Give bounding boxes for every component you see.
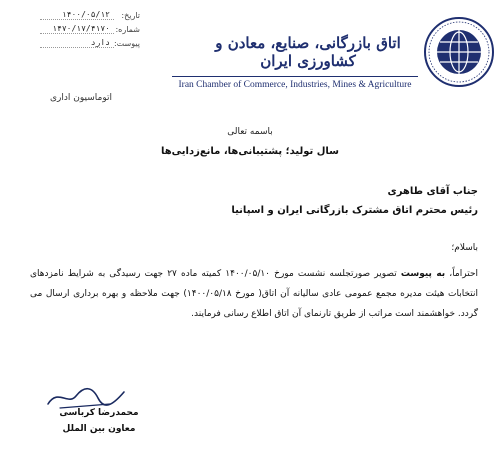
invocation: باسمه تعالی: [227, 127, 273, 137]
body-opening: احتراماً،: [445, 269, 479, 279]
number-label: شماره:: [115, 25, 140, 34]
year-motto: سال تولید؛ پشتیبانی‌ها، مانع‌زدایی‌ها: [160, 146, 340, 157]
letter-meta: [40, 10, 140, 52]
salutation: باسلام؛: [451, 243, 478, 253]
body-main-text: تصویر صورتجلسه نشست مورخ ۱۴۰۰/۰۵/۱۰ کمیته ماده ۲۷ جهت رسیدگی به شرایط نامزدهای انتخابات هیئت مدیره مجمع عمومی عادی سالیانه آن اتاق( مورخ ۱۴۰۰/۰۵/۱۸) جهت ملاحظه و بهره برداری ارسال می گردد. خواهشمند است مراتب از طریق تارنمای آن اتاق اطلاع رسانی فرمایند.: [30, 269, 478, 319]
date-value: ۱۴۰۰/۰۵/۱۲: [61, 10, 110, 19]
number-row: [40, 24, 140, 38]
number-value: ۱۴۷۰/۱۷/۴۱۷۰: [52, 24, 110, 33]
attachment-value: دارد: [90, 38, 110, 47]
date-label: تاریخ:: [121, 11, 140, 20]
signer-title: معاون بین الملل: [62, 424, 136, 434]
signer-name: محمدرضا کرباسی: [59, 408, 139, 418]
date-dotted-line: [40, 19, 114, 20]
date-row: [40, 10, 140, 24]
letter-body: [30, 264, 478, 324]
recipient-name: جناب آقای طاهری: [387, 186, 478, 197]
attachment-row: [40, 38, 140, 52]
department-label: اتوماسیون اداری: [50, 93, 112, 103]
attachment-dotted-line: [40, 47, 114, 48]
number-dotted-line: [40, 33, 114, 34]
attachment-label: پیوست:: [113, 39, 140, 48]
chamber-logo-icon: [423, 16, 495, 88]
recipient-title: رئیس محترم اتاق مشترک بازرگانی ایران و اسپانیا: [231, 205, 478, 216]
org-name-persian: اتاق بازرگانی، صنایع، معادن و کشاورزی ایران: [215, 34, 401, 70]
org-name-english: Iran Chamber of Commerce, Industries, Mines & Agriculture: [172, 76, 418, 90]
body-attachment-emphasis: به پیوست: [400, 269, 446, 279]
